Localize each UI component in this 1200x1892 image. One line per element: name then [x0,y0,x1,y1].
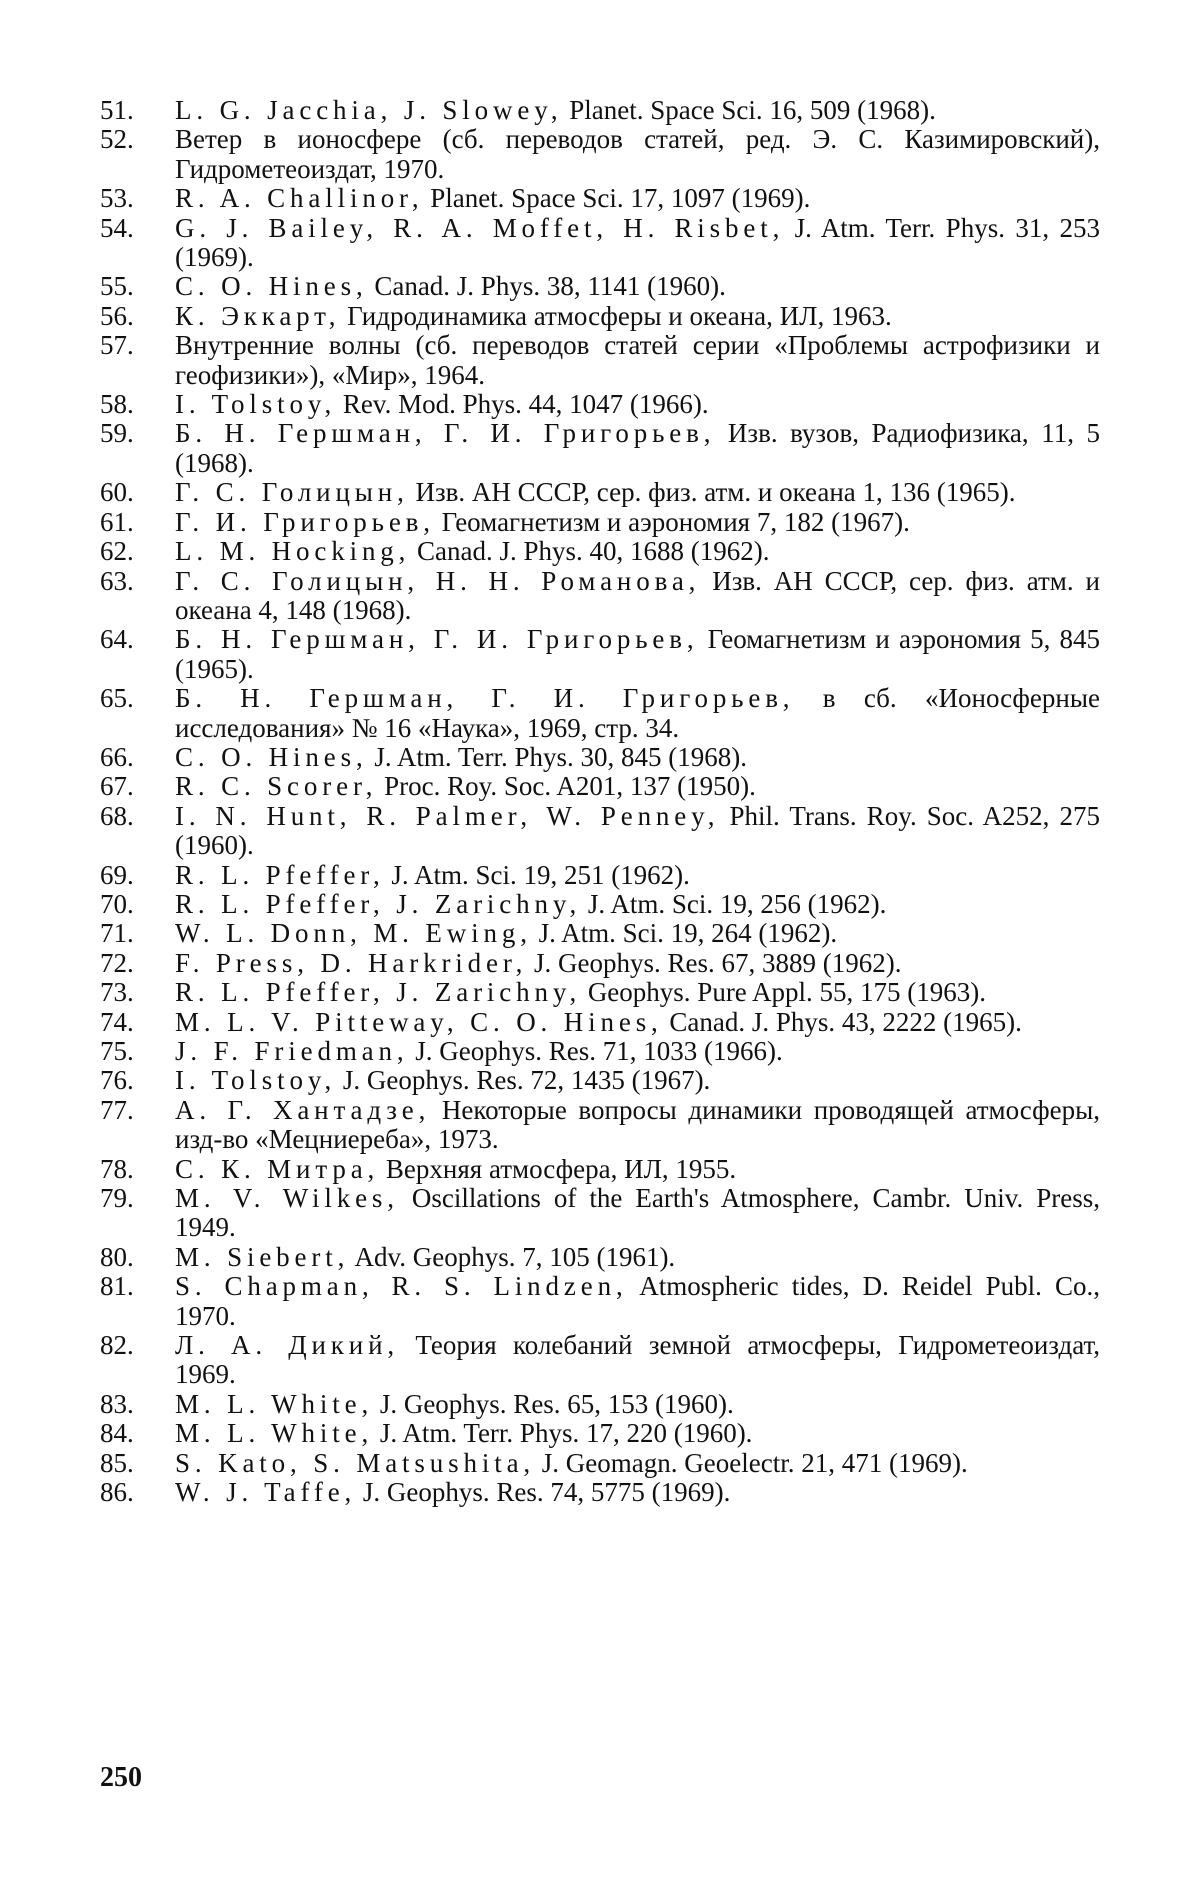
reference-item [100,1037,1100,1066]
reference-item [100,1390,1100,1419]
reference-source: J. Atm. Terr. Phys. 30, 845 (1968). [367,741,747,772]
reference-text [175,125,1100,184]
reference-text [175,1243,1100,1272]
reference-authors: Л. А. Дикий, [175,1330,399,1361]
reference-item [100,1066,1100,1095]
reference-number: 65. [100,683,134,714]
reference-text [175,1066,1100,1095]
reference-text [175,96,1100,125]
reference-source: Некоторые вопросы динамики проводящей атмосферы, изд-во «Мецниереба», 1973. [175,1094,1100,1155]
reference-authors: L. M. Hocking, [175,536,411,567]
reference-authors: M. Siebert, [175,1241,350,1272]
reference-number: 58. [100,389,134,420]
reference-item [100,890,1100,919]
page-number: 250 [100,1762,142,1793]
reference-number: 55. [100,271,134,302]
reference-item [100,214,1100,273]
reference-source: Верхняя атмосфера, ИЛ, 1955. [379,1153,737,1184]
reference-authors: Б. Н. Гершман, Г. И. Григорьев, [175,418,716,449]
reference-authors: W. L. Donn, M. Ewing, [175,918,532,949]
reference-text [175,478,1100,507]
reference-text [175,1096,1100,1155]
reference-item [100,390,1100,419]
reference-authors: J. F. Friedman, [175,1036,409,1066]
reference-item [100,1008,1100,1037]
reference-text [175,302,1100,331]
reference-text [175,1155,1100,1184]
reference-authors: W. J. Taffe, [175,1477,357,1508]
reference-source: в сб. «Ионосферные исследования» № 16 «Наука», 1969, стр. 34. [175,683,1100,743]
reference-text [175,1331,1100,1390]
reference-number: 74. [100,1006,134,1037]
reference-source: Atmospheric tides, D. Reidel Publ. Co., 1970. [175,1271,1100,1331]
reference-source: Внутренние волны (сб. переводов статей серии «Проблемы астрофизики и геофизики»), «Мир», 1964. [175,330,1100,390]
reference-source: Изв. вузов, Радиофизика, 11, 5 (1968). [175,418,1100,478]
reference-source: Proc. Roy. Soc. A201, 137 (1950). [377,771,756,802]
reference-text [175,919,1100,948]
reference-list [100,96,1100,1508]
reference-number: 76. [100,1065,134,1096]
reference-source: Oscillations of the Earth's Atmosphere, Cambr. Univ. Press, 1949. [175,1183,1100,1243]
reference-number: 69. [100,859,134,890]
reference-item [100,1096,1100,1155]
reference-text [175,1037,1100,1066]
reference-source: Adv. Geophys. 7, 105 (1961). [349,1241,676,1272]
reference-source: J. Geophys. Res. 65, 153 (1960). [373,1388,734,1419]
reference-source: Geophys. Pure Appl. 55, 175 (1963). [581,977,987,1008]
reference-number: 54. [100,212,134,243]
reference-authors: S. Kato, S. Matsushita, [175,1447,536,1478]
reference-text [175,743,1100,772]
reference-authors: G. J. Bailey, R. A. Moffet, H. Risbet, [175,212,785,243]
reference-source: J. Geomagn. Geoelectr. 21, 471 (1969). [535,1447,968,1478]
reference-item [100,184,1100,213]
reference-source: J. Atm. Terr. Phys. 31, 253 (1969). [175,212,1101,273]
reference-item [100,802,1100,861]
reference-authors: Б. Н. Гершман, Г. И. Григорьев, [175,624,699,655]
reference-text [175,537,1100,566]
reference-authors: Г. И. Григорьев, [175,506,435,537]
reference-source: Planet. Space Sci. 16, 509 (1968). [562,95,936,125]
reference-number: 71. [100,918,134,949]
reference-number: 73. [100,977,134,1008]
reference-number: 52. [100,124,134,155]
reference-text [175,1449,1100,1478]
reference-text [175,861,1100,890]
reference-text [175,890,1100,919]
reference-number: 82. [100,1330,134,1361]
reference-number: 85. [100,1447,134,1478]
reference-item [100,743,1100,772]
reference-number: 84. [100,1418,134,1449]
reference-number: 64. [100,624,134,655]
reference-item [100,508,1100,537]
reference-number: 68. [100,800,134,831]
reference-text [175,802,1100,861]
reference-number: 56. [100,300,134,331]
reference-source: Теория колебаний земной атмосферы, Гидрометеоиздат, 1969. [175,1330,1100,1390]
reference-text [175,419,1100,478]
reference-authors: I. Tolstoy, [175,389,337,420]
reference-authors: С. К. Митра, [175,1153,380,1184]
reference-number: 66. [100,741,134,772]
reference-number: 86. [100,1477,134,1508]
reference-authors: А. Г. Хантадзе, [175,1094,431,1125]
reference-text [175,1478,1100,1507]
reference-source: Изв. АН СССР, сер. физ. атм. и океана 1, 136 (1965). [408,477,1016,508]
reference-item [100,919,1100,948]
reference-item [100,419,1100,478]
reference-authors: F. Press, D. Harkrider, [175,947,528,978]
reference-number: 51. [100,95,134,125]
reference-text [175,1390,1100,1419]
reference-number: 83. [100,1388,134,1419]
reference-item [100,537,1100,566]
reference-number: 57. [100,330,134,361]
reference-number: 78. [100,1153,134,1184]
reference-authors: R. L. Pfeffer, J. Zarichny, [175,888,582,919]
reference-number: 79. [100,1183,134,1214]
reference-source: Rev. Mod. Phys. 44, 1047 (1966). [336,389,709,420]
reference-text [175,508,1100,537]
reference-text [175,625,1100,684]
reference-item [100,1449,1100,1478]
reference-source: Геомагнетизм и аэрономия 5, 845 (1965). [175,624,1100,684]
reference-authors: M. L. White, [175,1418,374,1449]
reference-authors: M. V. Wilkes, [175,1183,399,1214]
reference-item [100,625,1100,684]
reference-source: Canad. J. Phys. 38, 1141 (1960). [367,271,726,302]
reference-source: Геомагнетизм и аэрономия 7, 182 (1967). [434,506,910,537]
reference-item [100,861,1100,890]
reference-authors: C. O. Hines, [175,271,368,302]
reference-item [100,1243,1100,1272]
reference-text [175,1419,1100,1448]
reference-text [175,390,1100,419]
reference-text [175,949,1100,978]
reference-text [175,1008,1100,1037]
reference-number: 72. [100,947,134,978]
reference-item [100,1478,1100,1507]
reference-number: 61. [100,506,134,537]
reference-authors: C. O. Hines, [175,741,368,772]
reference-authors: Г. С. Голицын, [175,477,409,508]
reference-source: J. Geophys. Res. 74, 5775 (1969). [356,1477,731,1508]
reference-source: J. Atm. Sci. 19, 264 (1962). [531,918,838,949]
reference-text [175,567,1100,626]
reference-authors: R. A. Challinor, [175,183,424,214]
reference-authors: Б. Н. Гершман, Г. И. Григорьев, [175,683,795,714]
reference-number: 63. [100,565,134,596]
reference-source: Ветер в ионосфере (сб. переводов статей, ред. Э. С. Казимировский), Гидрометеоиздат, 1970. [175,124,1100,184]
reference-source: J. Geophys. Res. 72, 1435 (1967). [336,1065,711,1096]
reference-item [100,96,1100,125]
reference-number: 53. [100,183,134,214]
reference-number: 59. [100,418,134,449]
reference-item [100,125,1100,184]
reference-item [100,978,1100,1007]
reference-authors: S. Chapman, R. S. Lindzen, [175,1271,628,1302]
reference-source: J. Geophys. Res. 71, 1033 (1966). [408,1036,783,1066]
reference-text [175,684,1100,743]
reference-number: 77. [100,1094,134,1125]
reference-item [100,302,1100,331]
reference-number: 62. [100,536,134,567]
reference-text [175,214,1100,273]
reference-item [100,949,1100,978]
reference-number: 70. [100,888,134,919]
reference-item [100,331,1100,390]
reference-number: 81. [100,1271,134,1302]
reference-item [100,772,1100,801]
reference-text [175,1272,1100,1331]
reference-authors: R. C. Scorer, [175,771,378,802]
reference-source: J. Atm. Sci. 19, 256 (1962). [581,888,887,919]
reference-text [175,772,1100,801]
reference-authors: R. L. Pfeffer, [175,859,385,890]
reference-page [100,96,1100,1508]
reference-item [100,1184,1100,1243]
reference-number: 75. [100,1036,134,1066]
reference-source: J. Atm. Terr. Phys. 17, 220 (1960). [373,1418,753,1449]
reference-item [100,272,1100,301]
reference-text [175,978,1100,1007]
reference-authors: I. Tolstoy, [175,1065,337,1096]
reference-source: Planet. Space Sci. 17, 1097 (1969). [423,183,811,214]
reference-item [100,478,1100,507]
reference-authors: M. L. V. Pitteway, C. O. Hines, [175,1006,663,1037]
reference-source: Canad. J. Phys. 40, 1688 (1962). [410,536,770,567]
reference-source: J. Geophys. Res. 67, 3889 (1962). [527,947,902,978]
reference-source: Phil. Trans. Roy. Soc. A252, 275 (1960). [175,800,1100,861]
reference-item [100,684,1100,743]
reference-number: 80. [100,1241,134,1272]
reference-item [100,1272,1100,1331]
reference-authors: Г. С. Голицын, Н. Н. Романова, [175,565,701,596]
reference-source: J. Atm. Sci. 19, 251 (1962). [384,859,690,890]
reference-number: 60. [100,477,134,508]
reference-number: 67. [100,771,134,802]
reference-item [100,1155,1100,1184]
reference-item [100,567,1100,626]
reference-authors: M. L. White, [175,1388,374,1419]
reference-text [175,1184,1100,1243]
reference-text [175,331,1100,390]
reference-source: Изв. АН СССР, сер. физ. атм. и океана 4, 148 (1968). [175,565,1100,625]
reference-item [100,1331,1100,1390]
reference-source: Гидродинамика атмосферы и океана, ИЛ, 1963. [340,300,892,331]
reference-source: Canad. J. Phys. 43, 2222 (1965). [662,1006,1022,1037]
reference-authors: R. L. Pfeffer, J. Zarichny, [175,977,582,1008]
reference-authors: L. G. Jacchia, J. Slowey, [175,95,563,125]
reference-text [175,272,1100,301]
reference-authors: К. Эккарт, [175,300,341,331]
reference-text [175,184,1100,213]
reference-item [100,1419,1100,1448]
reference-authors: I. N. Hunt, R. Palmer, W. Penney, [175,800,720,831]
